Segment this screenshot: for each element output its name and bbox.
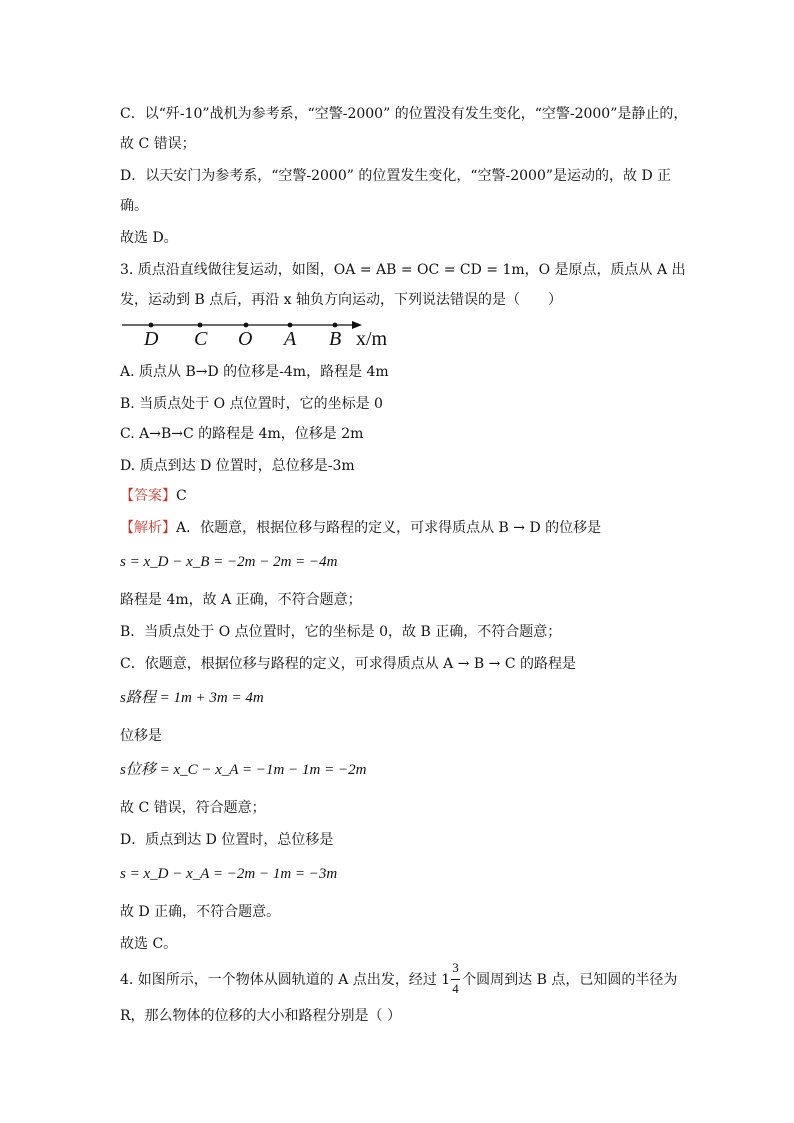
text-line: B．当质点处于 O 点位置时，它的坐标是 0，故 B 正确，不符合题意； xyxy=(120,624,562,640)
analysis-text: A．依题意，根据位移与路程的定义，可求得质点从 B → D 的位移是 xyxy=(176,520,602,536)
text-line: D．质点到达 D 位置时，总位移是 xyxy=(120,832,334,848)
text-line: 故 C 错误，符合题意； xyxy=(120,800,266,816)
text-line: 故选 C。 xyxy=(120,936,178,952)
axis-unit-label: x/m xyxy=(356,328,388,350)
point-B xyxy=(333,323,338,328)
text-line: D．以天安门为参考系，“空警-2000” 的位置发生变化，“空警-2000”是运动的，故 D 正 xyxy=(120,168,672,184)
text-line: 故 D 正确，不符合题意。 xyxy=(120,904,281,920)
equation-2: s路程 = 1m + 3m = 4m xyxy=(120,690,264,706)
answer-tag: 【答案】 xyxy=(120,488,176,504)
point-C xyxy=(198,323,203,328)
axis-label-B: B xyxy=(329,328,342,350)
text-line: 故选 D。 xyxy=(120,230,178,246)
axis-label-C: C xyxy=(194,328,208,350)
point-A xyxy=(288,323,293,328)
axis-label-A: A xyxy=(284,328,297,350)
text-line: C．依题意，根据位移与路程的定义，可求得质点从 A → B → C 的路程是 xyxy=(120,656,576,672)
equation-4: s = x_D − x_A = −2m − 1m = −3m xyxy=(120,866,338,882)
text-line: 位移是 xyxy=(120,728,162,744)
number-line-figure xyxy=(118,314,398,354)
question-4-line-1 xyxy=(120,960,678,996)
fraction-denominator: 4 xyxy=(452,981,459,996)
text-line: 故 C 错误； xyxy=(120,136,196,152)
axis-label-O: O xyxy=(238,328,253,350)
answer-line xyxy=(120,486,187,506)
text-line: C．以“歼-10”战机为参考系，“空警-2000” 的位置没有发生变化，“空警-2000”是静止的， xyxy=(120,106,688,122)
analysis-tag: 【解析】 xyxy=(120,520,176,536)
option-A: A. 质点从 B→D 的位移是-4m，路程是 4m xyxy=(120,364,389,380)
point-D xyxy=(149,323,154,328)
question-4-line-2: R，那么物体的位移的大小和路程分别是（ ） xyxy=(120,1008,401,1024)
point-O xyxy=(244,323,249,328)
question-3-line-1: 3. 质点沿直线做往复运动，如图，OA = AB = OC = CD = 1m，O 是原点，质点从 A 出 xyxy=(120,262,686,278)
fraction-bar xyxy=(451,979,460,980)
text-line: 确。 xyxy=(120,198,148,214)
fraction xyxy=(450,960,462,996)
equation-1: s = x_D − x_B = −2m − 2m = −4m xyxy=(120,554,338,570)
option-C: C. A→B→C 的路程是 4m，位移是 2m xyxy=(120,426,364,442)
text-line: 路程是 4m，故 A 正确，不符合题意； xyxy=(120,592,362,608)
axis-label-D: D xyxy=(144,328,159,350)
question-3-line-2: 发，运动到 B 点后，再沿 x 轴负方向运动，下列说法错误的是（ ） xyxy=(120,292,562,308)
fraction-numerator: 3 xyxy=(452,960,459,975)
option-B: B. 当质点处于 O 点位置时，它的坐标是 0 xyxy=(120,396,383,412)
question-4-prefix: 4. 如图所示，一个物体从圆轨道的 A 点出发，经过 1 xyxy=(120,972,451,988)
option-D: D. 质点到达 D 位置时，总位移是-3m xyxy=(120,458,355,474)
question-4-suffix: 个圆周到达 B 点，已知圆的半径为 xyxy=(462,972,678,988)
answer-value: C xyxy=(176,488,187,504)
equation-3: s位移 = x_C − x_A = −1m − 1m = −2m xyxy=(120,762,367,778)
analysis-line xyxy=(120,518,601,538)
